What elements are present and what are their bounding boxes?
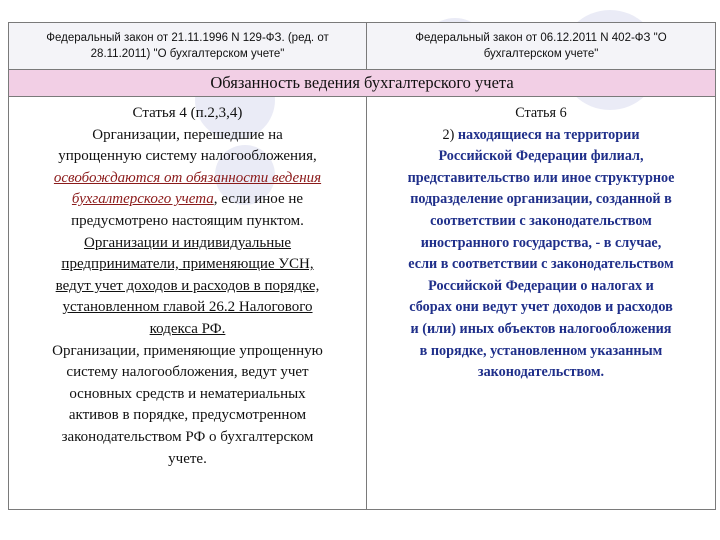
text-line: если в соответствии с законодательством bbox=[408, 256, 674, 273]
text-line: сборах они ведут учет доходов и расходов bbox=[409, 299, 673, 316]
header-right-line: Федеральный закон от 06.12.2011 N 402-ФЗ "О bbox=[415, 32, 667, 44]
text-line: представительство или иное структурное bbox=[407, 169, 675, 186]
text-line: систему налогообложения, ведут учет bbox=[66, 364, 309, 381]
text-line-underlined: ведут учет доходов и расходов в порядке, bbox=[55, 277, 320, 294]
text-line bbox=[13, 189, 362, 211]
comparison-table bbox=[8, 22, 716, 510]
text-line: Организации, применяющие упрощенную bbox=[52, 342, 323, 359]
text-line: упрощенную систему налогообложения, bbox=[58, 148, 317, 165]
text-line: предусмотрено настоящим пунктом. bbox=[71, 212, 304, 229]
article-title: Статья 4 (п.2,3,4) bbox=[132, 105, 243, 121]
text-line-underlined: Организации и индивидуальные bbox=[83, 234, 292, 251]
text-line: подразделение организации, созданной в bbox=[410, 191, 672, 208]
text-fragment: находящиеся на территории bbox=[457, 126, 640, 143]
text-line: и (или) иных объектов налогообложения bbox=[410, 320, 672, 337]
text-line: в порядке, установленном указанным bbox=[419, 342, 663, 359]
header-law-402 bbox=[367, 23, 715, 69]
header-law-129 bbox=[9, 23, 367, 69]
text-line: соответствии с законодательством bbox=[430, 212, 652, 229]
text-line: законодательством РФ о бухгалтерском bbox=[61, 428, 314, 445]
right-column-text bbox=[367, 97, 715, 509]
text-line-underlined: установленном главой 26.2 Налогового bbox=[62, 299, 313, 316]
header-left-line: 28.11.2011) "О бухгалтерском учете" bbox=[90, 48, 285, 60]
text-line: Российской Федерации о налогах и bbox=[428, 277, 654, 294]
header-right-line: бухгалтерском учете" bbox=[483, 48, 599, 60]
header-left-line: Федеральный закон от 21.11.1996 N 129-ФЗ. (ред. от bbox=[46, 32, 329, 44]
text-line: учете. bbox=[168, 450, 207, 467]
text-highlight: бухгалтерского учета bbox=[71, 191, 214, 208]
text-line: Российской Федерации филиал, bbox=[438, 148, 644, 165]
item-number: 2) bbox=[442, 126, 458, 143]
text-line: законодательством. bbox=[477, 364, 605, 381]
text-line-underlined: предприниматели, применяющие УСН, bbox=[61, 256, 314, 273]
text-line: Организации, перешедшие на bbox=[92, 126, 283, 143]
header-row bbox=[9, 23, 715, 70]
body-row bbox=[9, 97, 715, 509]
text-fragment: , если иное не bbox=[213, 191, 304, 208]
text-line-highlight: освобождаются от обязанности ведения bbox=[53, 169, 322, 186]
article-title: Статья 6 bbox=[515, 105, 567, 121]
section-title: Обязанность ведения бухгалтерского учета bbox=[9, 70, 715, 97]
text-line-underlined: кодекса РФ. bbox=[149, 320, 226, 337]
text-line: иностранного государства, - в случае, bbox=[420, 234, 662, 251]
text-line: основных средств и нематериальных bbox=[69, 385, 306, 402]
left-column-text bbox=[9, 97, 367, 509]
text-line: активов в порядке, предусмотренном bbox=[68, 407, 307, 424]
text-line bbox=[369, 125, 713, 147]
